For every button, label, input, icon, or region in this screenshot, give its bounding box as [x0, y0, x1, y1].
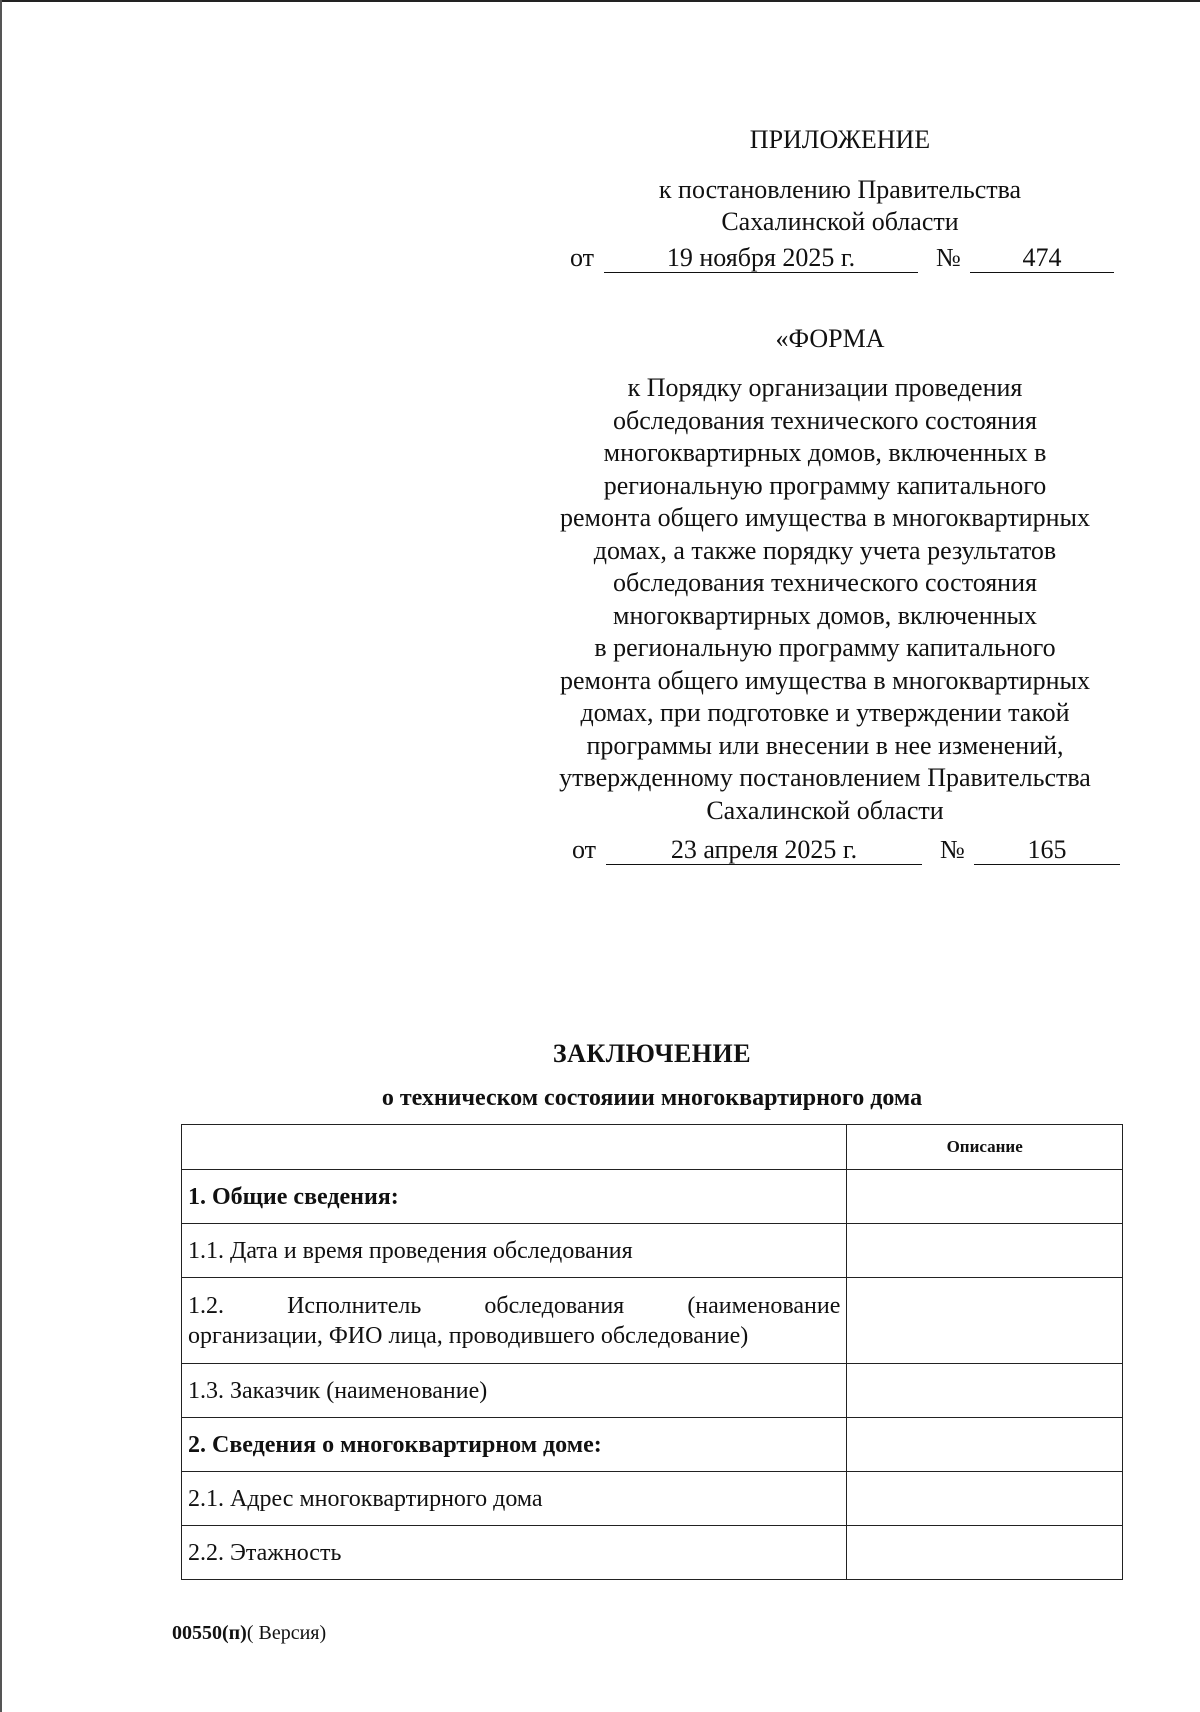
table-row-label: 1.3. Заказчик (наименование): [182, 1364, 847, 1418]
table-row-value: [847, 1224, 1123, 1278]
table-row: [182, 1418, 1123, 1472]
table-header-cell-empty: [182, 1125, 847, 1170]
table-header-row: [182, 1125, 1123, 1170]
table-row-value: [847, 1418, 1123, 1472]
appendix-ref-line: [0, 242, 1200, 274]
form-line: многоквартирных домов, включенных: [613, 600, 1037, 630]
form-number: 165: [974, 834, 1120, 865]
form-line: Сахалинской области: [706, 795, 944, 825]
table-row: [182, 1364, 1123, 1418]
table-row-value: [847, 1170, 1123, 1224]
conclusion-title: ЗАКЛЮЧЕНИЕ: [552, 1039, 752, 1068]
table-row-value: [847, 1278, 1123, 1364]
table-row-label: 1. Общие сведения:: [182, 1170, 847, 1224]
table-row: [182, 1472, 1123, 1526]
table-row-value: [847, 1472, 1123, 1526]
table-row: [182, 1224, 1123, 1278]
table-row-label: 2. Сведения о многоквартирном доме:: [182, 1418, 847, 1472]
form-line: ремонта общего имущества в многоквартирных: [560, 503, 1090, 532]
document-footer: [172, 1622, 326, 1645]
form-line: региональную программу капитального: [603, 470, 1047, 500]
form-line: домах, а также порядку учета результатов: [593, 535, 1057, 565]
form-line: к Порядку организации проведения: [627, 373, 1023, 402]
conclusion-table: [181, 1124, 1123, 1580]
table-row-label: [182, 1278, 847, 1364]
appendix-line-2: Сахалинской области: [721, 207, 959, 236]
form-ref-line: [0, 834, 1200, 866]
appendix-date: 19 ноября 2025 г.: [604, 242, 918, 273]
form-line: программы или внесении в нее изменений,: [586, 730, 1064, 760]
appendix-title: ПРИЛОЖЕНИЕ: [749, 125, 931, 154]
footer-code: 00550(п): [172, 1622, 247, 1644]
table-header-description: Описание: [847, 1125, 1123, 1170]
table-row-label: 1.1. Дата и время проведения обследования: [182, 1224, 847, 1278]
form-date: 23 апреля 2025 г.: [606, 834, 922, 865]
footer-version: ( Версия): [246, 1622, 327, 1644]
form-line: обследования технического состояния: [613, 568, 1037, 597]
form-title: «ФОРМА: [775, 324, 885, 353]
form-line: многоквартирных домов, включенных в: [603, 438, 1047, 467]
scan-edge-top: [0, 0, 1200, 2]
table-row-label-line-2: организации, ФИО лица, проводившего обследование): [188, 1322, 749, 1349]
table-row-label-line-1: 1.2. Исполнитель обследования (наименование: [188, 1292, 841, 1319]
form-line: ремонта общего имущества в многоквартирных: [560, 665, 1090, 695]
table-row: [182, 1278, 1123, 1364]
table-row-value: [847, 1526, 1123, 1580]
appendix-line-1: к постановлению Правительства: [658, 175, 1022, 204]
form-line: в региональную программу капитального: [594, 633, 1056, 662]
table-row-label: 2.1. Адрес многоквартирного дома: [182, 1472, 847, 1526]
appendix-number: 474: [970, 242, 1114, 273]
form-line: домах, при подготовке и утверждении такой: [580, 698, 1070, 727]
table-row-label: 2.2. Этажность: [182, 1526, 847, 1580]
conclusion-subtitle: о техническом состояиии многоквартирного дома: [381, 1085, 923, 1111]
form-description: [530, 372, 1120, 827]
form-from-label: от: [572, 835, 597, 864]
table-row: [182, 1526, 1123, 1580]
form-number-label: №: [940, 835, 965, 864]
table-row-value: [847, 1364, 1123, 1418]
form-line: обследования технического состояния: [613, 405, 1037, 435]
form-line: утвержденному постановлением Правительства: [559, 763, 1091, 792]
appendix-number-label: №: [936, 243, 961, 272]
appendix-from-label: от: [570, 243, 595, 272]
table-row: [182, 1170, 1123, 1224]
